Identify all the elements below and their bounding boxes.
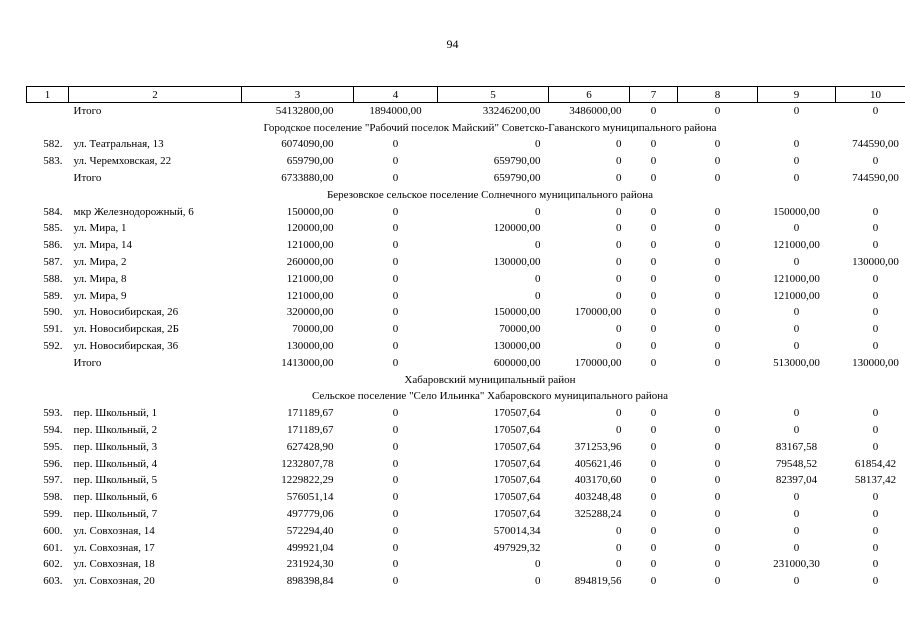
col-10-value: 0 xyxy=(872,222,879,235)
col-4-value: 0 xyxy=(392,289,399,302)
col-8-value: 0 xyxy=(714,407,721,420)
col-10-value: 0 xyxy=(872,155,879,168)
col-8-value: 0 xyxy=(714,474,721,487)
col-6-value: 894819,56 xyxy=(574,575,622,588)
col-5-value: 150000,00 xyxy=(493,306,541,319)
col-10-value: 130000,00 xyxy=(852,256,899,269)
col-8-value: 0 xyxy=(714,272,721,285)
col-9-value: 0 xyxy=(793,138,800,151)
table-row xyxy=(27,540,905,557)
row-number: 586. xyxy=(43,239,63,252)
address: Итого xyxy=(73,104,102,117)
total-cost: 121000,00 xyxy=(286,272,334,285)
col-10-value: 0 xyxy=(872,323,879,336)
total-cost: 898398,84 xyxy=(286,575,334,588)
col-6-value: 0 xyxy=(616,541,622,554)
address: ул. Новосибирская, 2Б xyxy=(73,323,179,336)
address: пер. Школьный, 1 xyxy=(73,407,158,420)
address: ул. Новосибирская, 26 xyxy=(73,306,179,319)
col-4-value: 0 xyxy=(392,524,399,537)
section-heading: Хабаровский муниципальный район xyxy=(404,373,576,386)
row-number xyxy=(27,355,69,372)
col-8-value: 0 xyxy=(714,172,721,185)
column-header: 5 xyxy=(438,87,549,103)
total-cost: 121000,00 xyxy=(286,289,334,302)
col-8-value: 0 xyxy=(714,524,721,537)
section-heading-row xyxy=(27,372,905,389)
col-8-value: 0 xyxy=(714,205,721,218)
col-5-value: 170507,64 xyxy=(493,457,541,470)
col-7-value: 0 xyxy=(650,306,657,319)
col-7-value: 0 xyxy=(650,575,657,588)
total-cost: 320000,00 xyxy=(286,306,334,319)
col-9-value: 0 xyxy=(793,222,800,235)
col-4-value: 0 xyxy=(392,272,399,285)
table-row xyxy=(27,271,905,288)
col-5-value: 570014,34 xyxy=(493,524,541,537)
col-7-value: 0 xyxy=(650,222,657,235)
row-number: 584. xyxy=(43,205,63,218)
col-4-value: 0 xyxy=(392,256,399,269)
col-8-value: 0 xyxy=(714,440,721,453)
col-5-value: 170507,64 xyxy=(493,491,541,504)
col-4-value: 0 xyxy=(392,558,399,571)
total-cost: 1232807,78 xyxy=(281,457,334,470)
table-row xyxy=(27,204,905,221)
row-number: 602. xyxy=(43,558,63,571)
col-8-value: 0 xyxy=(714,558,721,571)
col-5-value: 0 xyxy=(535,558,541,571)
col-9-value: 121000,00 xyxy=(773,272,820,285)
col-8-value: 0 xyxy=(714,239,721,252)
col-7-value: 0 xyxy=(650,323,657,336)
col-8-value: 0 xyxy=(714,356,721,369)
total-cost: 6733880,00 xyxy=(281,172,334,185)
col-10-value: 0 xyxy=(872,524,879,537)
table-row xyxy=(27,103,905,120)
row-number: 591. xyxy=(43,323,63,336)
table-row xyxy=(27,288,905,305)
col-5-value: 600000,00 xyxy=(493,356,541,369)
col-9-value: 513000,00 xyxy=(773,356,820,369)
col-5-value: 659790,00 xyxy=(493,172,541,185)
total-cost: 1229822,29 xyxy=(281,474,334,487)
table-row xyxy=(27,321,905,338)
table-row xyxy=(27,237,905,254)
table-row xyxy=(27,355,905,372)
table-row xyxy=(27,153,905,170)
col-6-value: 0 xyxy=(616,424,622,437)
col-4-value: 0 xyxy=(392,491,399,504)
col-6-value: 0 xyxy=(616,205,622,218)
col-8-value: 0 xyxy=(714,138,721,151)
row-number: 597. xyxy=(43,474,63,487)
row-number xyxy=(27,170,69,187)
col-9-value: 0 xyxy=(793,575,800,588)
col-6-value: 371253,96 xyxy=(574,440,622,453)
row-number: 589. xyxy=(43,289,63,302)
table-row xyxy=(27,221,905,238)
address: пер. Школьный, 2 xyxy=(73,424,158,437)
col-6-value: 0 xyxy=(616,340,622,353)
col-5-value: 0 xyxy=(535,289,541,302)
col-4-value: 0 xyxy=(392,474,399,487)
table-row xyxy=(27,573,905,590)
total-cost: 54132800,00 xyxy=(275,104,334,117)
col-7-value: 0 xyxy=(650,474,657,487)
col-8-value: 0 xyxy=(714,491,721,504)
col-10-value: 0 xyxy=(872,541,879,554)
col-4-value: 0 xyxy=(392,424,399,437)
col-5-value: 120000,00 xyxy=(493,222,541,235)
col-8-value: 0 xyxy=(714,222,721,235)
col-7-value: 0 xyxy=(650,272,657,285)
col-5-value: 130000,00 xyxy=(493,256,541,269)
table-row xyxy=(27,489,905,506)
col-9-value: 0 xyxy=(793,104,800,117)
col-6-value: 325288,24 xyxy=(574,508,622,521)
col-10-value: 0 xyxy=(872,340,879,353)
col-4-value: 0 xyxy=(392,172,399,185)
col-9-value: 82397,04 xyxy=(775,474,818,487)
col-7-value: 0 xyxy=(650,424,657,437)
col-10-value: 0 xyxy=(872,239,879,252)
budget-table xyxy=(26,86,905,590)
col-9-value: 0 xyxy=(793,172,800,185)
address: ул. Новосибирская, 36 xyxy=(73,340,179,353)
total-cost: 576051,14 xyxy=(286,491,334,504)
col-6-value: 0 xyxy=(616,138,622,151)
col-10-value: 58137,42 xyxy=(854,474,897,487)
address: ул. Совхозная, 20 xyxy=(73,575,155,588)
address: ул. Мира, 1 xyxy=(73,222,127,235)
col-8-value: 0 xyxy=(714,323,721,336)
row-number: 595. xyxy=(43,440,63,453)
col-10-value: 0 xyxy=(872,575,879,588)
column-header: 8 xyxy=(678,87,758,103)
total-cost: 171189,67 xyxy=(287,407,334,420)
col-4-value: 0 xyxy=(392,508,399,521)
row-number: 594. xyxy=(43,424,63,437)
page-number: 94 xyxy=(446,37,459,51)
col-5-value: 0 xyxy=(535,205,541,218)
table-row xyxy=(27,338,905,355)
col-5-value: 70000,00 xyxy=(499,323,541,336)
col-9-value: 0 xyxy=(793,524,800,537)
table-row xyxy=(27,422,905,439)
total-cost: 1413000,00 xyxy=(281,356,334,369)
col-9-value: 0 xyxy=(793,508,800,521)
col-9-value: 0 xyxy=(793,306,800,319)
col-6-value: 170000,00 xyxy=(574,306,622,319)
col-8-value: 0 xyxy=(714,340,721,353)
row-number: 585. xyxy=(43,222,63,235)
col-5-value: 0 xyxy=(535,575,541,588)
row-number: 587. xyxy=(43,256,63,269)
col-8-value: 0 xyxy=(714,457,721,470)
col-4-value: 0 xyxy=(392,575,399,588)
col-9-value: 0 xyxy=(793,407,800,420)
table-header-row xyxy=(27,87,905,103)
address: ул. Мира, 14 xyxy=(73,239,133,252)
address: ул. Совхозная, 17 xyxy=(73,541,155,554)
col-6-value: 405621,46 xyxy=(574,457,622,470)
col-7-value: 0 xyxy=(650,356,657,369)
col-6-value: 0 xyxy=(616,172,622,185)
col-10-value: 0 xyxy=(872,205,879,218)
total-cost: 121000,00 xyxy=(286,239,334,252)
col-6-value: 0 xyxy=(616,272,622,285)
col-5-value: 497929,32 xyxy=(493,541,541,554)
section-heading: Березовское сельское поселение Солнечного муниципального района xyxy=(326,188,654,201)
col-7-value: 0 xyxy=(650,508,657,521)
col-10-value: 0 xyxy=(872,508,879,521)
section-heading-row xyxy=(27,187,905,204)
col-10-value: 0 xyxy=(872,558,879,571)
col-6-value: 0 xyxy=(616,323,622,336)
col-6-value: 0 xyxy=(616,558,622,571)
col-7-value: 0 xyxy=(650,524,657,537)
address: Итого xyxy=(73,172,102,185)
col-10-value: 61854,42 xyxy=(854,457,897,470)
total-cost: 150000,00 xyxy=(286,205,334,218)
col-7-value: 0 xyxy=(650,541,657,554)
col-6-value: 0 xyxy=(616,239,622,252)
row-number: 582. xyxy=(43,138,63,151)
col-10-value: 0 xyxy=(872,272,879,285)
col-5-value: 170507,64 xyxy=(493,440,541,453)
col-7-value: 0 xyxy=(650,289,657,302)
total-cost: 572294,40 xyxy=(286,524,334,537)
address: ул. Совхозная, 18 xyxy=(73,558,155,571)
col-5-value: 0 xyxy=(535,272,541,285)
col-9-value: 121000,00 xyxy=(773,289,820,302)
col-5-value: 659790,00 xyxy=(493,155,541,168)
col-6-value: 403170,60 xyxy=(574,474,622,487)
total-cost: 499921,04 xyxy=(286,541,334,554)
row-number: 592. xyxy=(43,340,63,353)
col-4-value: 1894000,00 xyxy=(369,104,422,117)
address: ул. Черемховская, 22 xyxy=(73,155,172,168)
address: пер. Школьный, 7 xyxy=(73,508,158,521)
total-cost: 171189,67 xyxy=(287,424,334,437)
table-row xyxy=(27,405,905,422)
col-6-value: 170000,00 xyxy=(574,356,622,369)
address: Итого xyxy=(73,356,102,369)
col-10-value: 0 xyxy=(872,491,879,504)
col-9-value: 121000,00 xyxy=(773,239,820,252)
col-9-value: 0 xyxy=(793,541,800,554)
total-cost: 6074090,00 xyxy=(281,138,334,151)
total-cost: 70000,00 xyxy=(292,323,334,336)
col-8-value: 0 xyxy=(714,424,721,437)
total-cost: 497779,06 xyxy=(286,508,334,521)
col-10-value: 0 xyxy=(872,407,879,420)
column-header: 9 xyxy=(758,87,836,103)
row-number: 596. xyxy=(43,457,63,470)
col-7-value: 0 xyxy=(650,104,657,117)
col-8-value: 0 xyxy=(714,575,721,588)
table-row xyxy=(27,137,905,154)
col-6-value: 3486000,00 xyxy=(569,104,622,117)
address: ул. Мира, 9 xyxy=(73,289,127,302)
table-row xyxy=(27,305,905,322)
address: пер. Школьный, 3 xyxy=(73,440,158,453)
col-6-value: 403248,48 xyxy=(574,491,622,504)
col-7-value: 0 xyxy=(650,256,657,269)
col-9-value: 150000,00 xyxy=(773,205,820,218)
col-7-value: 0 xyxy=(650,239,657,252)
column-header: 10 xyxy=(836,87,905,103)
col-10-value: 0 xyxy=(872,424,879,437)
col-4-value: 0 xyxy=(392,407,399,420)
col-5-value: 170507,64 xyxy=(493,407,541,420)
col-9-value: 83167,58 xyxy=(775,440,818,453)
column-header: 7 xyxy=(630,87,678,103)
col-9-value: 0 xyxy=(793,424,800,437)
address: пер. Школьный, 6 xyxy=(73,491,158,504)
col-4-value: 0 xyxy=(392,306,399,319)
col-8-value: 0 xyxy=(714,289,721,302)
col-9-value: 0 xyxy=(793,340,800,353)
col-9-value: 0 xyxy=(793,323,800,336)
col-7-value: 0 xyxy=(650,205,657,218)
col-7-value: 0 xyxy=(650,172,657,185)
col-4-value: 0 xyxy=(392,222,399,235)
table-row xyxy=(27,523,905,540)
column-header: 2 xyxy=(69,87,242,103)
table-row xyxy=(27,557,905,574)
address: ул. Театральная, 13 xyxy=(73,138,164,151)
col-6-value: 0 xyxy=(616,407,622,420)
col-4-value: 0 xyxy=(392,541,399,554)
column-header: 6 xyxy=(549,87,630,103)
row-number: 593. xyxy=(43,407,63,420)
col-10-value: 744590,00 xyxy=(852,138,899,151)
row-number: 590. xyxy=(43,306,63,319)
col-7-value: 0 xyxy=(650,407,657,420)
col-5-value: 170507,64 xyxy=(493,508,541,521)
col-10-value: 0 xyxy=(872,289,879,302)
col-4-value: 0 xyxy=(392,205,399,218)
address: пер. Школьный, 4 xyxy=(73,457,158,470)
col-7-value: 0 xyxy=(650,155,657,168)
col-6-value: 0 xyxy=(616,222,622,235)
col-10-value: 130000,00 xyxy=(852,356,899,369)
table-row xyxy=(27,473,905,490)
col-8-value: 0 xyxy=(714,541,721,554)
col-7-value: 0 xyxy=(650,457,657,470)
row-number: 599. xyxy=(43,508,63,521)
col-10-value: 744590,00 xyxy=(852,172,899,185)
column-header: 3 xyxy=(242,87,354,103)
row-number: 598. xyxy=(43,491,63,504)
row-number: 600. xyxy=(43,524,63,537)
total-cost: 627428,90 xyxy=(286,440,334,453)
row-number: 601. xyxy=(43,541,63,554)
address: ул. Мира, 8 xyxy=(73,272,127,285)
row-number xyxy=(27,103,69,120)
row-number: 603. xyxy=(43,575,63,588)
col-5-value: 170507,64 xyxy=(493,474,541,487)
table-row xyxy=(27,439,905,456)
col-7-value: 0 xyxy=(650,138,657,151)
address: пер. Школьный, 5 xyxy=(73,474,158,487)
col-6-value: 0 xyxy=(616,256,622,269)
total-cost: 659790,00 xyxy=(286,155,334,168)
col-5-value: 0 xyxy=(535,138,541,151)
section-heading: Городское поселение "Рабочий поселок Майский" Советско-Гаванского муниципального района xyxy=(263,121,717,134)
col-6-value: 0 xyxy=(616,289,622,302)
col-8-value: 0 xyxy=(714,256,721,269)
table-row xyxy=(27,456,905,473)
col-5-value: 33246200,00 xyxy=(482,104,541,117)
total-cost: 130000,00 xyxy=(286,340,334,353)
col-4-value: 0 xyxy=(392,138,399,151)
col-4-value: 0 xyxy=(392,457,399,470)
col-9-value: 0 xyxy=(793,491,800,504)
col-4-value: 0 xyxy=(392,239,399,252)
col-8-value: 0 xyxy=(714,104,721,117)
col-5-value: 0 xyxy=(535,239,541,252)
section-heading-row xyxy=(27,120,905,137)
col-4-value: 0 xyxy=(392,323,399,336)
col-6-value: 0 xyxy=(616,155,622,168)
address: ул. Мира, 2 xyxy=(73,256,127,269)
col-4-value: 0 xyxy=(392,340,399,353)
col-10-value: 0 xyxy=(872,440,879,453)
row-number: 588. xyxy=(43,272,63,285)
col-8-value: 0 xyxy=(714,155,721,168)
col-8-value: 0 xyxy=(714,306,721,319)
col-8-value: 0 xyxy=(714,508,721,521)
column-header: 1 xyxy=(27,87,69,103)
col-7-value: 0 xyxy=(650,491,657,504)
address: мкр Железнодорожный, 6 xyxy=(73,205,194,218)
col-9-value: 79548,52 xyxy=(775,457,818,470)
row-number: 583. xyxy=(43,155,63,168)
col-9-value: 231000,30 xyxy=(773,558,820,571)
col-7-value: 0 xyxy=(650,340,657,353)
col-7-value: 0 xyxy=(650,440,657,453)
col-10-value: 0 xyxy=(872,306,879,319)
col-4-value: 0 xyxy=(392,356,399,369)
table-row xyxy=(27,506,905,523)
col-5-value: 130000,00 xyxy=(493,340,541,353)
col-6-value: 0 xyxy=(616,524,622,537)
col-9-value: 0 xyxy=(793,256,800,269)
col-4-value: 0 xyxy=(392,440,399,453)
address: ул. Совхозная, 14 xyxy=(73,524,155,537)
table-row xyxy=(27,170,905,187)
total-cost: 260000,00 xyxy=(286,256,334,269)
total-cost: 231924,30 xyxy=(286,558,334,571)
col-7-value: 0 xyxy=(650,558,657,571)
section-heading-row xyxy=(27,389,905,406)
col-9-value: 0 xyxy=(793,155,800,168)
table-row xyxy=(27,254,905,271)
total-cost: 120000,00 xyxy=(286,222,334,235)
col-4-value: 0 xyxy=(392,155,399,168)
col-5-value: 170507,64 xyxy=(493,424,541,437)
column-header: 4 xyxy=(354,87,438,103)
col-10-value: 0 xyxy=(872,104,879,117)
section-heading: Сельское поселение "Село Ильинка" Хабаровского муниципального района xyxy=(311,390,669,403)
